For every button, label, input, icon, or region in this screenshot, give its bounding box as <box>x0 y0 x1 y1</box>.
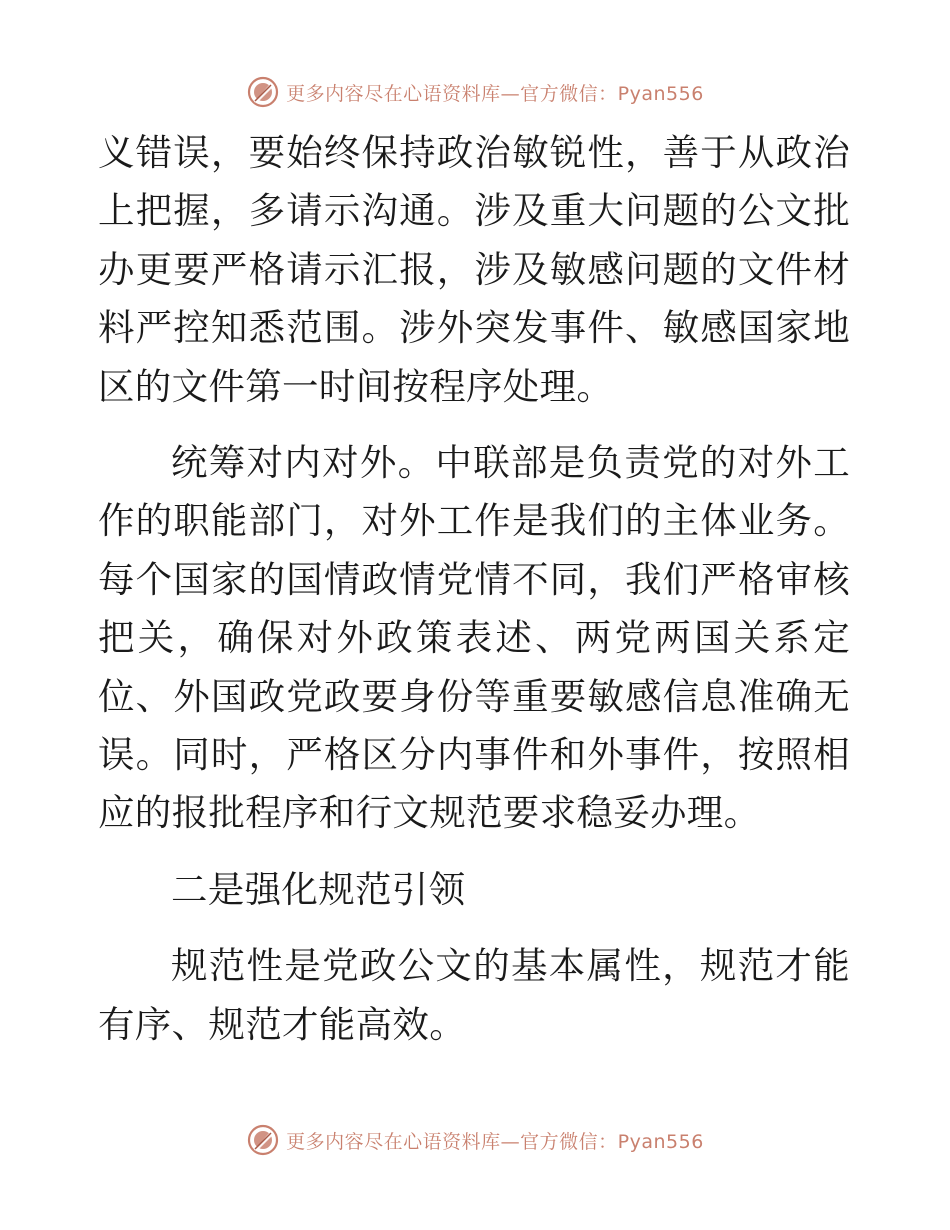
watermark-text: 更多内容尽在心语资料库—官方微信：Pyan556 <box>286 82 704 105</box>
paragraph-2: 统筹对内对外。中联部是负责党的对外工作的职能部门，对外工作是我们的主体业务。每个国家的国情政情党情不同，我们严格审核把关，确保对外政策表述、两党两国关系定位、外国政党政要身份等重要敏感信息准确无误。同时，严格区分内事件和外事件，按照相应的报批程序和行文规范要求稳妥办理。 <box>98 441 850 835</box>
quill-logo-icon <box>246 1123 280 1157</box>
watermark-text: 更多内容尽在心语资料库—官方微信：Pyan556 <box>286 1130 704 1153</box>
section-heading: 二是强化规范引领 <box>171 867 466 911</box>
paragraph-1: 义错误，要始终保持政治敏锐性，善于从政治上把握，多请示沟通。涉及重大问题的公文批办更要严格请示汇报，涉及敏感问题的文件材料严控知悉范围。涉外突发事件、敏感国家地区的文件第一时间按程序处理。 <box>98 131 850 408</box>
header-watermark <box>0 72 950 112</box>
wechat-id: Pyan556 <box>617 82 704 105</box>
quill-logo-icon <box>246 75 280 109</box>
wechat-id: Pyan556 <box>617 1130 704 1153</box>
document-body <box>98 124 850 1054</box>
footer-watermark <box>0 1120 950 1160</box>
paragraph-3: 规范性是党政公文的基本属性，规范才能有序、规范才能高效。 <box>98 944 850 1046</box>
